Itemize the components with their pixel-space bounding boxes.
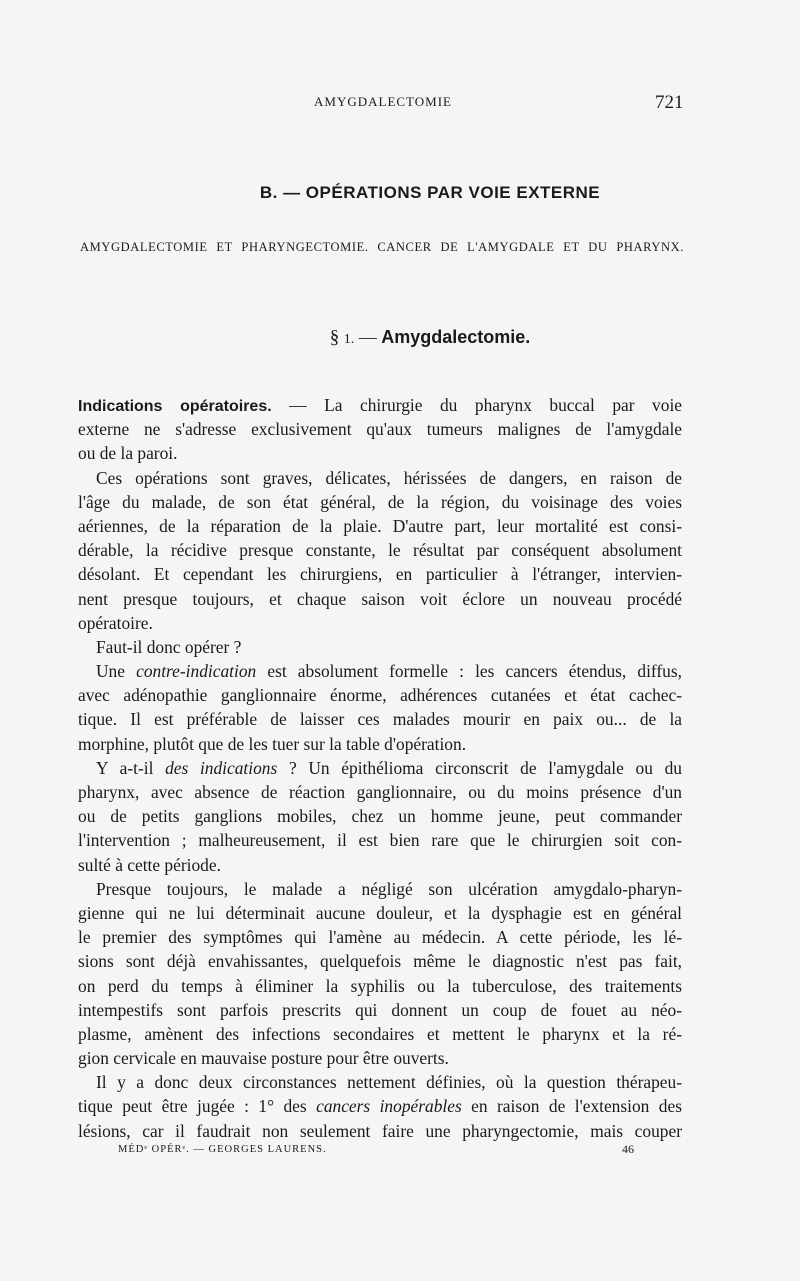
- text-line: ou de petits ganglions mobiles, chez un homme jeune, peut commander: [78, 806, 682, 827]
- text-line: désolant. Et cependant les chirurgiens, en particulier à l'étranger, intervien-: [78, 564, 682, 585]
- text-line: le premier des symptômes qui l'amène au médecin. A cette période, les lé-: [78, 927, 682, 948]
- text-run: Une: [96, 661, 137, 682]
- text-line: ou de la paroi.: [78, 443, 178, 464]
- text-line: Ces opérations sont graves, délicates, hérissées de dangers, en raison de: [96, 467, 682, 488]
- paragraph-number: 1.: [343, 332, 355, 347]
- running-head: [0, 92, 800, 116]
- text-line: Faut-il donc opérer ?: [96, 636, 242, 657]
- text-line: sulté à cette période.: [78, 854, 221, 875]
- page-number: 721: [655, 92, 684, 113]
- text-line: l'âge du malade, de son état général, de la région, du voisinage des voies: [78, 491, 682, 512]
- text-run: tique peut être jugée : 1° des: [78, 1096, 317, 1117]
- signature-line: MÉDᵉ OPÉRᵉ. — GEORGES LAURENS.: [118, 1144, 327, 1155]
- text-run: est absolument formelle : les cancers étendus, diffus,: [256, 661, 682, 682]
- text-line: [78, 393, 682, 417]
- text-run: — La chirurgie du pharynx buccal par voie: [271, 395, 683, 415]
- italic-term: contre-indication: [136, 661, 257, 682]
- heading-dash: —: [358, 327, 377, 347]
- text-line: gienne qui ne lui déterminait aucune douleur, et la dysphagie est en général: [78, 902, 682, 923]
- body-text: [78, 393, 682, 1143]
- text-line: [78, 1094, 682, 1118]
- text-line: Il y a donc deux circonstances nettement définies, où la question thérapeu-: [96, 1072, 682, 1093]
- text-line: opératoire.: [78, 612, 153, 633]
- text-run: ? Un épithélioma circonscrit de l'amygdale ou du: [277, 757, 682, 778]
- italic-term: cancers inopérables: [316, 1096, 462, 1117]
- section-subtitle: AMYGDALECTOMIE ET PHARYNGECTOMIE. CANCER DE L'AMYGDALE ET DU PHARYNX.: [80, 240, 684, 254]
- text-line: dérable, la récidive presque constante, le résultat par conséquent absolument: [78, 540, 682, 561]
- text-run: en raison de l'extension des: [461, 1096, 682, 1117]
- text-line: externe ne s'adresse exclusivement qu'aux tumeurs malignes de l'amygdale: [78, 419, 682, 440]
- section-symbol: §: [329, 327, 340, 348]
- text-line: l'intervention ; malheureusement, il est bien rare que le chirurgien soit con-: [78, 830, 682, 851]
- text-line: plasme, amènent des infections secondaires et mettent le pharynx et la ré-: [78, 1023, 682, 1044]
- lead-heading: Indications opératoires.: [78, 398, 272, 415]
- text-line: intempestifs sont parfois prescrits qui donnent un coup de fouet au néo-: [78, 999, 682, 1020]
- paragraph-heading-text: Amygdalectomie.: [381, 327, 531, 347]
- text-line: aériennes, de la réparation de la plaie. D'autre part, leur mortalité est consi-: [78, 515, 682, 536]
- paragraph-heading: [0, 327, 800, 349]
- text-line: Presque toujours, le malade a négligé son ulcération amygdalo-pharyn-: [96, 878, 682, 899]
- text-run: Y a-t-il: [96, 757, 166, 778]
- text-line: tique. Il est préférable de laisser ces malades mourir en paix ou... de la: [78, 709, 682, 730]
- text-line: nent presque toujours, et chaque saison voit éclore un nouveau procédé: [78, 588, 682, 609]
- page-footer: [0, 1140, 800, 1160]
- text-line: avec adénopathie ganglionnaire énorme, adhérences cutanées et état cachec-: [78, 685, 682, 706]
- text-line: sions sont déjà envahissantes, quelquefois même le diagnostic n'est pas fait,: [78, 951, 682, 972]
- italic-term: des indications: [165, 757, 278, 778]
- section-title: B. — OPÉRATIONS PAR VOIE EXTERNE: [259, 183, 601, 202]
- sheet-number: 46: [622, 1142, 634, 1156]
- text-line: [78, 756, 682, 780]
- running-title: AMYGDALECTOMIE: [314, 94, 452, 109]
- text-line: lésions, car il faudrait non seulement faire une pharyngectomie, mais couper: [78, 1120, 682, 1141]
- text-line: pharynx, avec absence de réaction ganglionnaire, ou du moins présence d'un: [78, 782, 682, 802]
- text-line: morphine, plutôt que de les tuer sur la table d'opération.: [78, 733, 467, 754]
- text-line: gion cervicale en mauvaise posture pour être ouverts.: [78, 1048, 449, 1069]
- text-line: [78, 659, 682, 683]
- text-line: on perd du temps à éliminer la syphilis ou la tuberculose, des traitements: [78, 975, 682, 996]
